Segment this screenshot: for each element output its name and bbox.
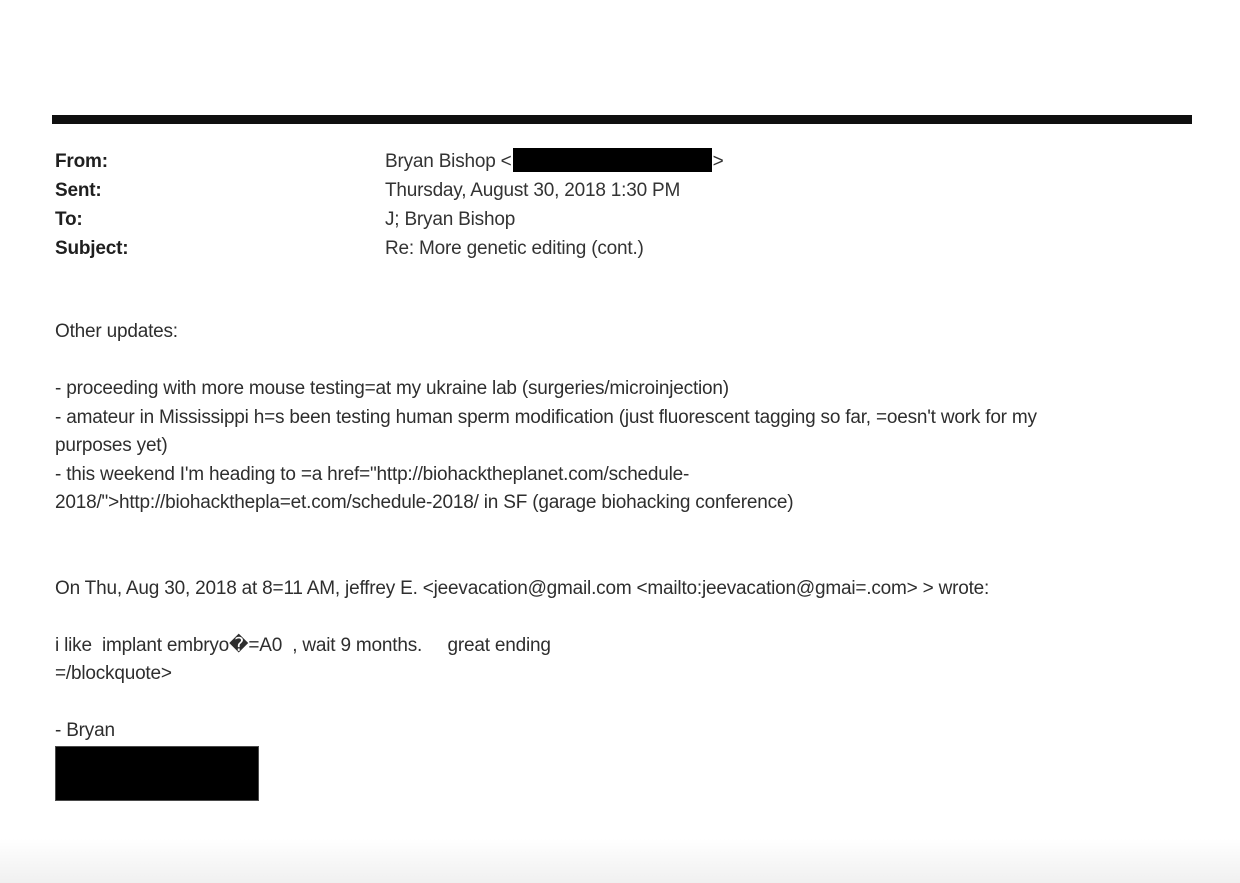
redaction-box-signature	[55, 746, 259, 801]
body-line	[55, 603, 1240, 632]
body-line: purposes yet)	[55, 435, 168, 456]
header-row-from	[55, 147, 724, 176]
body-line: On Thu, Aug 30, 2018 at 8=11 AM, jeffrey E. <jeevacation@gmail.com <mailto:jeevacation@gmai=.com> > wrote:	[55, 577, 990, 599]
from-value-suffix: >	[712, 151, 724, 172]
from-value-prefix: Bryan Bishop <	[385, 151, 512, 172]
body-line: i like implant embryo�=A0 , wait 9 months. great ending	[55, 634, 551, 656]
email-header	[55, 147, 724, 263]
header-row-sent	[55, 176, 724, 205]
body-line: - proceeding with more mouse testing=at my ukraine lab (surgeries/microinjection)	[55, 378, 729, 399]
email-body	[55, 318, 1240, 746]
body-line: 2018/">http://biohackthepla=et.com/schedule-2018/ in SF (garage biohacking conference)	[55, 492, 794, 513]
sent-value: Thursday, August 30, 2018 1:30 PM	[385, 180, 681, 201]
page-edge-shadow	[0, 838, 1240, 883]
from-value	[385, 147, 724, 176]
header-divider-rule	[52, 115, 1192, 124]
redaction-box-from-email	[513, 148, 712, 172]
body-line: - Bryan	[55, 720, 115, 741]
body-line	[55, 518, 1240, 547]
body-line	[55, 689, 1240, 718]
body-line	[55, 546, 1240, 575]
body-line: - amateur in Mississippi h=s been testing human sperm modification (just fluorescent tagging so far, =oesn't work for my	[55, 406, 1037, 428]
header-row-to	[55, 205, 724, 234]
body-line: - this weekend I'm heading to =a href="http://biohacktheplanet.com/schedule-	[55, 463, 690, 485]
subject-label: Subject:	[55, 238, 129, 259]
body-line: =/blockquote>	[55, 663, 172, 684]
body-line: Other updates:	[55, 321, 178, 342]
header-row-subject	[55, 234, 724, 263]
from-label: From:	[55, 151, 108, 172]
sent-label: Sent:	[55, 180, 102, 201]
to-label: To:	[55, 209, 83, 230]
body-line	[55, 347, 1240, 376]
to-value: J; Bryan Bishop	[385, 209, 516, 230]
subject-value: Re: More genetic editing (cont.)	[385, 238, 644, 259]
